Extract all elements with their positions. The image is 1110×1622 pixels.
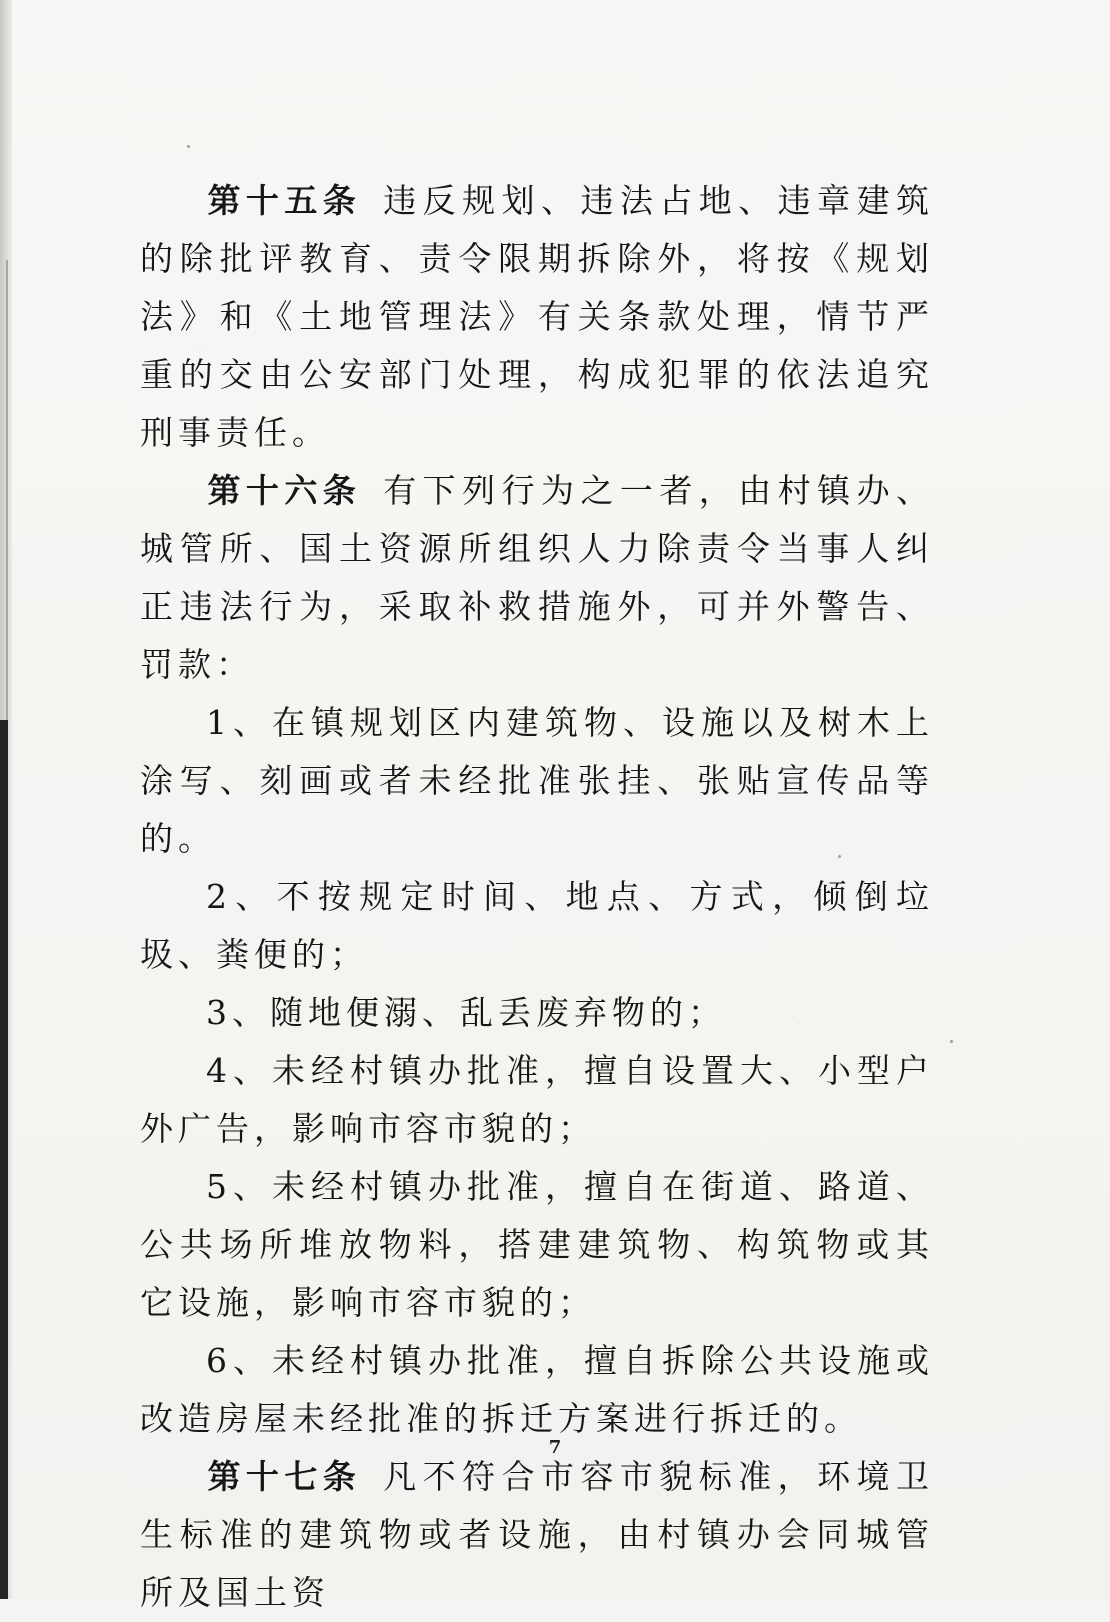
list-item-2 [140,868,934,984]
list-item-text: 5、未经村镇办批准，擅自在街道、路道、公共场所堆放物料，搭建建筑物、构筑物或其它设施，影响市容市貌的； [140,1167,934,1322]
list-item-text: 6、未经村镇办批准，擅自拆除公共设施或改造房屋未经批准的拆迁方案进行拆迁的。 [140,1341,934,1438]
article-15 [140,172,934,462]
scan-speck [187,145,190,148]
article-title: 第十六条 [206,471,362,510]
list-item-text: 3、随地便溺、乱丢废弃物的； [206,993,726,1032]
list-item-4 [140,1042,934,1158]
article-title: 第十五条 [206,181,362,220]
binding-marks [6,260,18,780]
scan-speck [950,1040,953,1043]
list-item-3 [140,984,934,1042]
page-number: 7 [548,1437,562,1458]
article-text: 有下列行为之一者，由村镇办、城管所、国土资源所组织人力除责令当事人纠正违法行为，采取补救措施外，可并外警告、罚款： [140,471,935,684]
article-text: 违反规划、违法占地、违章建筑的除批评教育、责令限期拆除外，将按《规划法》和《土地管理法》有关条款处理，情节严重的交由公安部门处理，构成犯罪的依法追究刑事责任。 [140,181,935,452]
list-item-5 [140,1158,934,1332]
article-text: 凡不符合市容市貌标准，环境卫生标准的建筑物或者设施，由村镇办会同城管所及国土资 [140,1457,935,1612]
article-title: 第十七条 [206,1457,362,1496]
scan-shadow-strip [0,720,8,1599]
list-item-text: 2、不按规定时间、地点、方式，倾倒垃圾、粪便的； [140,877,934,974]
list-item-text: 1、在镇规划区内建筑物、设施以及树木上涂写、刻画或者未经批准张挂、张贴宣传品等的。 [140,703,934,858]
article-17 [140,1448,934,1622]
list-item-1 [140,694,934,868]
document-body [140,172,934,1622]
list-item-text: 4、未经村镇办批准，擅自设置大、小型户外广告，影响市容市貌的； [140,1051,934,1148]
list-item-6 [140,1332,934,1448]
article-16 [140,462,934,694]
